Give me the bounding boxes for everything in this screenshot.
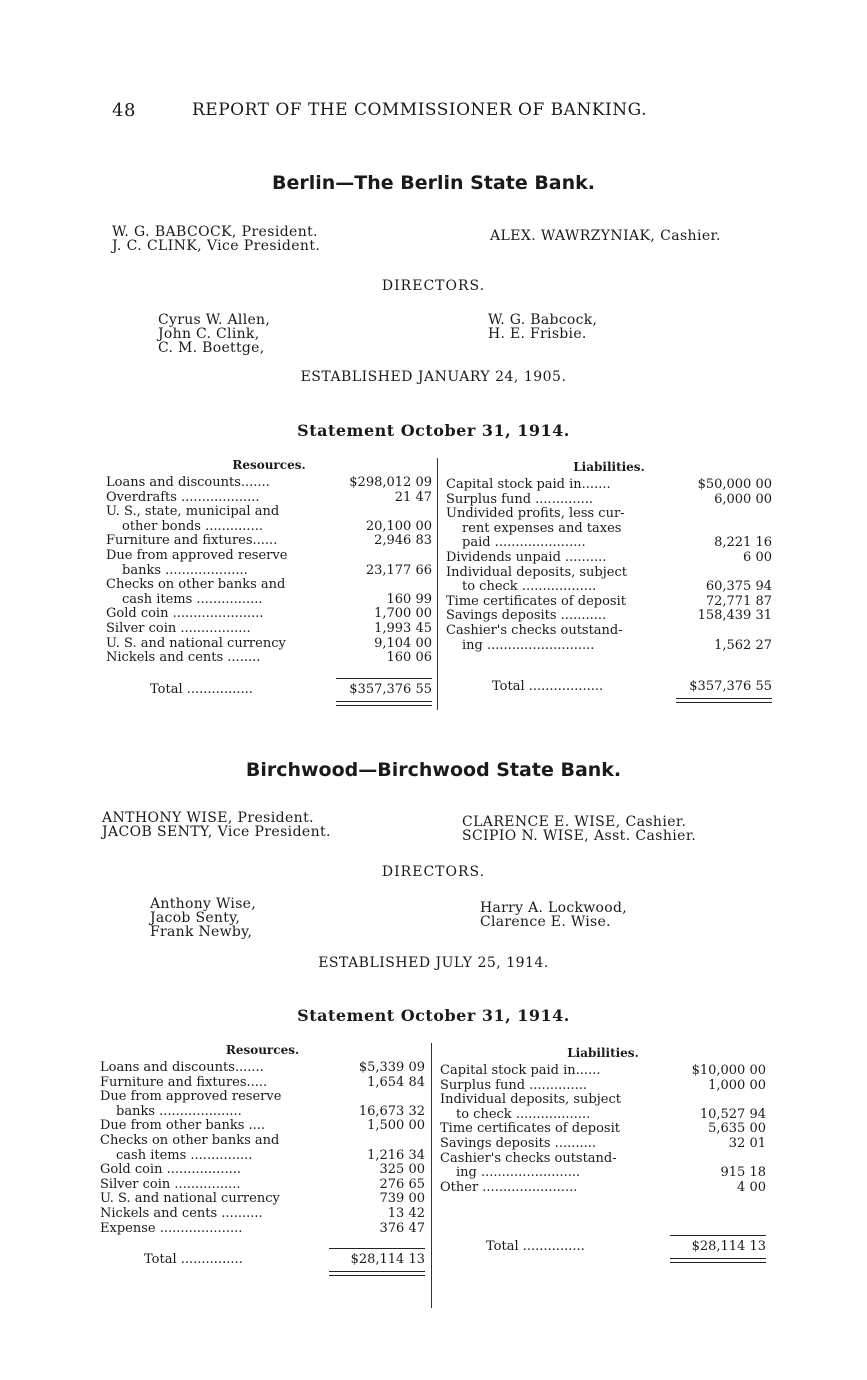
resources-heading: Resources. xyxy=(232,458,306,472)
resources-total-amount: $28,114 13 xyxy=(350,1252,425,1268)
resource-label: Due from other banks .... xyxy=(100,1118,266,1134)
resource-label: Due from approved reserve xyxy=(100,1089,282,1105)
resource-amount: 1,500 00 xyxy=(367,1118,425,1134)
resource-row xyxy=(106,505,432,520)
liability-label: Time certificates of deposit xyxy=(440,1121,620,1137)
director-name: Frank Newby, xyxy=(150,924,253,940)
resource-row xyxy=(106,534,432,549)
liability-amount: 32 01 xyxy=(728,1135,766,1151)
resources-column xyxy=(106,458,432,700)
resource-label: Nickels and cents ........ xyxy=(106,650,261,666)
resource-label: Overdrafts ................... xyxy=(106,489,260,505)
resource-label: banks .................... xyxy=(116,1103,242,1119)
resource-row xyxy=(106,476,432,491)
statement-heading: Statement October 31, 1914. xyxy=(297,421,570,440)
resource-row xyxy=(100,1119,425,1134)
officer-vice-president: J. C. CLINK, Vice President. xyxy=(112,238,321,254)
liabilities-total-row xyxy=(440,1237,766,1257)
resource-amount: 325 00 xyxy=(379,1162,425,1178)
resource-label: U. S. and national currency xyxy=(100,1191,280,1207)
resource-amount: 16,673 32 xyxy=(358,1103,425,1119)
running-head-title: REPORT OF THE COMMISSIONER OF BANKING. xyxy=(192,100,647,120)
liability-amount: 1,562 27 xyxy=(714,637,772,653)
resource-label: banks .................... xyxy=(122,562,248,578)
officer-cashier: CLARENCE E. WISE, Cashier. xyxy=(462,814,687,830)
liability-label: paid ...................... xyxy=(462,535,586,551)
liability-row xyxy=(446,580,772,595)
resource-label: Silver coin ................ xyxy=(100,1176,241,1192)
liabilities-total-row xyxy=(446,677,772,697)
resource-row xyxy=(106,578,432,593)
established-date: ESTABLISHED JULY 25, 1914. xyxy=(318,955,549,971)
liability-label: Other ....................... xyxy=(440,1179,578,1195)
resource-row xyxy=(106,491,432,506)
resource-amount: 376 47 xyxy=(379,1220,425,1236)
liability-row xyxy=(446,566,772,581)
officer-president: ANTHONY WISE, President. xyxy=(102,810,314,826)
liability-row xyxy=(446,609,772,624)
total-label: Total ................ xyxy=(150,681,253,697)
resource-row xyxy=(100,1090,425,1105)
resource-amount: 1,654 84 xyxy=(367,1074,425,1090)
director-name: W. G. Babcock, xyxy=(488,312,598,328)
resource-label: Checks on other banks and xyxy=(106,577,286,593)
resource-label: Furniture and fixtures...... xyxy=(106,533,278,549)
resources-column xyxy=(100,1043,425,1270)
liabilities-heading: Liabilities. xyxy=(573,460,645,474)
liabilities-total-amount: $357,376 55 xyxy=(689,679,772,695)
directors-heading: DIRECTORS. xyxy=(381,278,486,294)
directors-heading: DIRECTORS. xyxy=(381,864,486,880)
column-divider xyxy=(431,1043,432,1308)
liability-amount: 158,439 31 xyxy=(697,608,772,624)
total-label: Total ............... xyxy=(486,1239,585,1255)
liability-label: Individual deposits, subject xyxy=(440,1092,621,1108)
resource-row xyxy=(106,607,432,622)
liability-amount: 5,635 00 xyxy=(708,1121,766,1137)
resource-row xyxy=(100,1105,425,1120)
liability-label: Surplus fund .............. xyxy=(440,1077,588,1093)
resource-row xyxy=(100,1076,425,1091)
officer-asst-cashier: SCIPIO N. WISE, Asst. Cashier. xyxy=(462,828,697,844)
resource-label: U. S., state, municipal and xyxy=(106,504,280,520)
resource-amount: $298,012 09 xyxy=(349,475,432,490)
officer-vice-president: JACOB SENTY, Vice President. xyxy=(102,824,331,840)
liability-row xyxy=(446,507,772,522)
liability-row xyxy=(446,478,772,493)
resource-amount: 160 99 xyxy=(386,591,432,607)
resource-label: Gold coin .................. xyxy=(100,1162,241,1178)
liability-label: Savings deposits .......... xyxy=(440,1135,596,1151)
liability-amount: 8,221 16 xyxy=(714,535,772,551)
liability-row xyxy=(446,595,772,610)
resource-row xyxy=(100,1134,425,1149)
liability-amount: $10,000 00 xyxy=(691,1063,766,1078)
double-rule xyxy=(676,698,772,703)
resource-label: Due from approved reserve xyxy=(106,547,288,563)
liability-row xyxy=(440,1064,766,1079)
resource-row xyxy=(100,1061,425,1076)
resource-label: Furniture and fixtures..... xyxy=(100,1074,268,1090)
liability-label: Capital stock paid in...... xyxy=(440,1063,601,1078)
resource-amount: 276 65 xyxy=(379,1176,425,1192)
liability-row xyxy=(440,1122,766,1137)
liability-row xyxy=(440,1079,766,1094)
resources-total-row xyxy=(106,680,432,700)
director-name: John C. Clink, xyxy=(158,326,260,342)
liability-amount: 915 18 xyxy=(720,1165,766,1181)
page-number: 48 xyxy=(112,100,136,121)
resource-amount: 1,993 45 xyxy=(374,620,432,636)
bank-title: Berlin—The Berlin State Bank. xyxy=(271,172,596,194)
rule xyxy=(670,1235,766,1236)
liabilities-total-amount: $28,114 13 xyxy=(691,1239,766,1255)
liability-amount: 6,000 00 xyxy=(714,491,772,507)
resource-amount: 2,946 83 xyxy=(374,533,432,549)
liability-row xyxy=(446,624,772,639)
liability-amount: 1,000 00 xyxy=(708,1077,766,1093)
resource-row xyxy=(100,1163,425,1178)
bank-title: Birchwood—Birchwood State Bank. xyxy=(245,759,622,781)
liability-amount: 6 00 xyxy=(743,549,772,565)
resource-amount: 1,700 00 xyxy=(374,606,432,622)
liability-label: Cashier's checks outstand- xyxy=(446,622,623,638)
liability-row xyxy=(446,639,772,654)
liability-row xyxy=(440,1166,766,1181)
resource-label: Nickels and cents .......... xyxy=(100,1205,263,1221)
resource-label: Expense .................... xyxy=(100,1220,243,1236)
liability-label: to check .................. xyxy=(456,1106,591,1122)
rule xyxy=(336,678,432,679)
liability-label: to check .................. xyxy=(462,579,597,595)
officer-president: W. G. BABCOCK, President. xyxy=(112,224,319,240)
resource-row xyxy=(106,520,432,535)
liability-label: Dividends unpaid .......... xyxy=(446,549,607,565)
director-name: Clarence E. Wise. xyxy=(480,914,611,930)
liabilities-column xyxy=(440,1046,766,1257)
resource-row xyxy=(106,549,432,564)
liability-amount: 60,375 94 xyxy=(705,579,772,595)
liability-label: ing ........................ xyxy=(456,1165,581,1181)
liabilities-column xyxy=(446,460,772,697)
director-name: Jacob Senty, xyxy=(150,910,241,926)
liability-label: Cashier's checks outstand- xyxy=(440,1150,617,1166)
liability-row xyxy=(446,493,772,508)
resource-label: Silver coin ................. xyxy=(106,620,251,636)
liability-row xyxy=(440,1152,766,1167)
resource-row xyxy=(106,622,432,637)
liability-label: Undivided profits, less cur- xyxy=(446,506,625,522)
liability-label: ing .......................... xyxy=(462,637,595,653)
director-name: C. M. Boettge, xyxy=(158,340,265,356)
resource-row xyxy=(106,637,432,652)
liability-label: Surplus fund .............. xyxy=(446,491,594,507)
total-label: Total .................. xyxy=(492,679,604,695)
resource-row xyxy=(100,1192,425,1207)
liability-amount: 4 00 xyxy=(737,1179,766,1195)
resource-row xyxy=(106,564,432,579)
liability-row xyxy=(440,1181,766,1196)
resource-amount: 21 47 xyxy=(394,489,432,505)
resource-label: Loans and discounts....... xyxy=(106,475,270,490)
resource-row xyxy=(100,1149,425,1164)
resource-amount: 739 00 xyxy=(379,1191,425,1207)
resources-heading: Resources. xyxy=(225,1043,300,1057)
resources-total-row xyxy=(100,1250,425,1270)
resource-label: Gold coin ...................... xyxy=(106,606,264,622)
liability-amount: 72,771 87 xyxy=(705,593,772,609)
liability-amount: 10,527 94 xyxy=(699,1106,766,1122)
double-rule xyxy=(329,1271,425,1276)
liability-label: Individual deposits, subject xyxy=(446,564,627,580)
resource-row xyxy=(106,651,432,666)
resource-row xyxy=(100,1178,425,1193)
resource-row xyxy=(100,1222,425,1237)
director-name: H. E. Frisbie. xyxy=(488,326,587,342)
double-rule xyxy=(336,701,432,706)
resource-row xyxy=(100,1207,425,1222)
liability-row xyxy=(446,536,772,551)
liability-row xyxy=(446,551,772,566)
resource-amount: 13 42 xyxy=(387,1205,425,1221)
director-name: Anthony Wise, xyxy=(150,896,257,912)
resource-label: U. S. and national currency xyxy=(106,635,286,651)
liability-amount: $50,000 00 xyxy=(697,477,772,492)
liability-row xyxy=(440,1108,766,1123)
director-name: Cyrus W. Allen, xyxy=(158,312,271,328)
total-label: Total ............... xyxy=(144,1252,243,1268)
resource-amount: 9,104 00 xyxy=(374,635,432,651)
resource-label: cash items ................ xyxy=(122,591,263,607)
resource-amount: 160 06 xyxy=(386,650,432,666)
liability-row xyxy=(440,1137,766,1152)
resource-label: cash items ............... xyxy=(116,1147,253,1163)
resource-amount: 1,216 34 xyxy=(367,1147,425,1163)
liabilities-heading: Liabilities. xyxy=(567,1046,639,1060)
resource-amount: $5,339 09 xyxy=(358,1060,425,1075)
resource-label: other bonds .............. xyxy=(122,518,263,534)
statement-heading: Statement October 31, 1914. xyxy=(297,1006,570,1025)
liability-label: rent expenses and taxes xyxy=(462,520,622,536)
resource-amount: 23,177 66 xyxy=(365,562,432,578)
double-rule xyxy=(670,1258,766,1263)
resource-label: Checks on other banks and xyxy=(100,1132,280,1148)
column-divider xyxy=(437,458,438,710)
liability-row xyxy=(446,522,772,537)
officer-cashier: ALEX. WAWRZYNIAK, Cashier. xyxy=(490,228,721,244)
liability-row xyxy=(440,1093,766,1108)
liability-label: Savings deposits ........... xyxy=(446,608,607,624)
liability-label: Time certificates of deposit xyxy=(446,593,626,609)
rule xyxy=(329,1248,425,1249)
director-name: Harry A. Lockwood, xyxy=(480,900,628,916)
resource-row xyxy=(106,593,432,608)
established-date: ESTABLISHED JANUARY 24, 1905. xyxy=(300,369,567,385)
resource-amount: 20,100 00 xyxy=(365,518,432,534)
resources-total-amount: $357,376 55 xyxy=(349,681,432,697)
resource-label: Loans and discounts....... xyxy=(100,1060,264,1075)
liability-label: Capital stock paid in....... xyxy=(446,477,611,492)
